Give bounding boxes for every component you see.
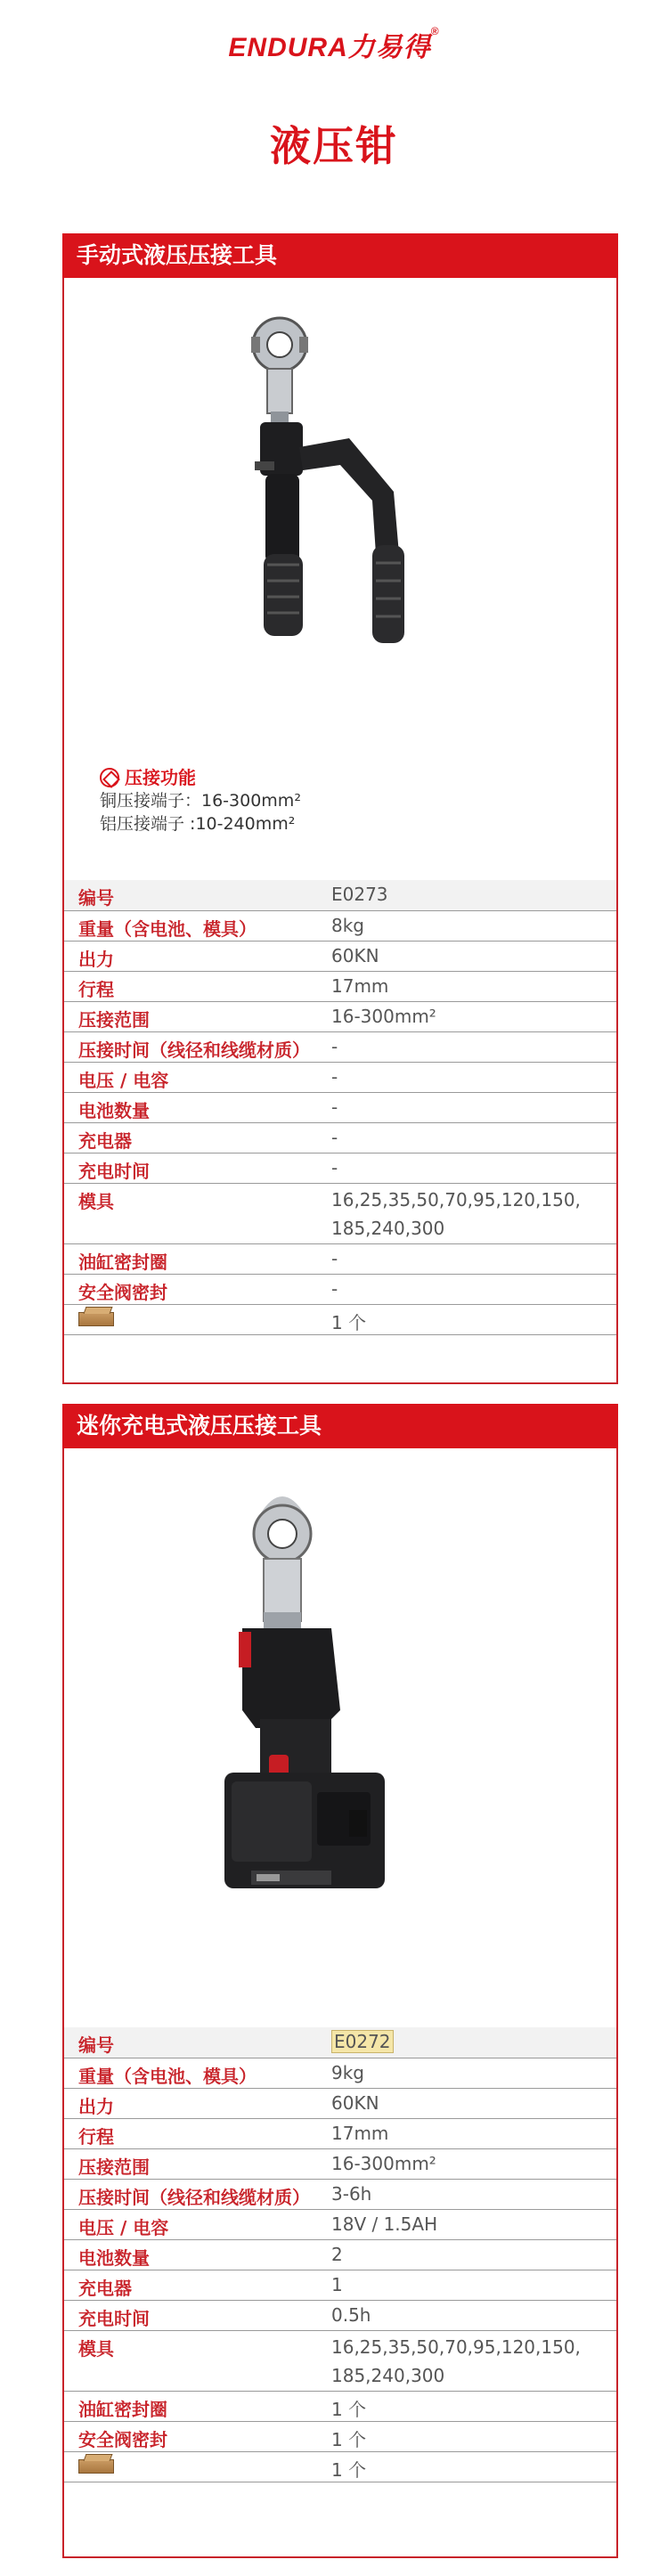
spec-key-icon-cell bbox=[64, 1304, 331, 1334]
spec-key: 重量（含电池、模具） bbox=[64, 910, 331, 941]
spec-row bbox=[64, 2330, 616, 2391]
spec-value: - bbox=[331, 1153, 616, 1183]
spec-value: 60KN bbox=[331, 2088, 616, 2118]
spec-value: E0272 bbox=[331, 2027, 616, 2058]
spec-key: 电池数量 bbox=[64, 1092, 331, 1122]
spec-row bbox=[64, 2239, 616, 2270]
spec-value: 17mm bbox=[331, 2118, 616, 2148]
spec-value: - bbox=[331, 1092, 616, 1122]
spec-key: 油缸密封圈 bbox=[64, 2391, 331, 2421]
spec-row bbox=[64, 2451, 616, 2482]
feature-line-copper: 铜压接端子：16-300mm² bbox=[100, 791, 301, 811]
crimp-badge-icon bbox=[100, 768, 119, 787]
spec-row bbox=[64, 2209, 616, 2239]
spec-key: 油缸密封圈 bbox=[64, 1243, 331, 1274]
package-box-icon bbox=[78, 1312, 114, 1326]
spec-key: 编号 bbox=[64, 2027, 331, 2058]
spec-key: 充电时间 bbox=[64, 2300, 331, 2330]
spec-value: - bbox=[331, 1243, 616, 1274]
spec-row bbox=[64, 1274, 616, 1304]
spec-key: 充电器 bbox=[64, 2270, 331, 2300]
spec-value: 17mm bbox=[331, 971, 616, 1001]
spec-value: 9kg bbox=[331, 2058, 616, 2088]
spec-key: 重量（含电池、模具） bbox=[64, 2058, 331, 2088]
spec-row bbox=[64, 1062, 616, 1092]
manual-crimper-image bbox=[189, 287, 474, 661]
spec-key: 安全阀密封 bbox=[64, 1274, 331, 1304]
spec-row bbox=[64, 2421, 616, 2451]
spec-key: 行程 bbox=[64, 971, 331, 1001]
spec-key: 电压 / 电容 bbox=[64, 2209, 331, 2239]
spec-value: 3-6h bbox=[331, 2179, 616, 2209]
spec-key: 压接范围 bbox=[64, 2148, 331, 2179]
spec-key: 编号 bbox=[64, 880, 331, 910]
spec-row bbox=[64, 941, 616, 971]
spec-row bbox=[64, 2179, 616, 2209]
spec-value: - bbox=[331, 1062, 616, 1092]
page-title: 液压钳 bbox=[270, 122, 398, 170]
cordless-crimper-image bbox=[207, 1479, 474, 1915]
spec-row bbox=[64, 2270, 616, 2300]
spec-key: 模具 bbox=[64, 1183, 331, 1243]
spec-row bbox=[64, 2058, 616, 2088]
spec-value: 16-300mm² bbox=[331, 2148, 616, 2179]
product-card-manual bbox=[62, 233, 618, 1384]
spec-key: 模具 bbox=[64, 2330, 331, 2391]
spec-row bbox=[64, 880, 616, 910]
product-title: 迷你充电式液压压接工具 bbox=[62, 1404, 618, 1448]
spec-value: 1 个 bbox=[331, 2421, 616, 2451]
spec-value: 8kg bbox=[331, 910, 616, 941]
crimp-feature-block bbox=[100, 766, 301, 836]
spec-table bbox=[64, 880, 616, 1335]
spec-row bbox=[64, 1243, 616, 1274]
spec-value: 18V / 1.5AH bbox=[331, 2209, 616, 2239]
spec-key: 电压 / 电容 bbox=[64, 1062, 331, 1092]
spec-row bbox=[64, 910, 616, 941]
spec-value: 1 个 bbox=[331, 1304, 616, 1334]
spec-key: 压接时间（线径和线缆材质） bbox=[64, 1031, 331, 1062]
brand-header bbox=[0, 25, 668, 64]
product-card-mini-cordless bbox=[62, 1404, 618, 2558]
spec-value: 1 个 bbox=[331, 2391, 616, 2421]
spec-value: 16-300mm² bbox=[331, 1001, 616, 1031]
feature-heading-label: 压接功能 bbox=[125, 767, 196, 788]
spec-value: E0273 bbox=[331, 880, 616, 910]
spec-key: 压接范围 bbox=[64, 1001, 331, 1031]
spec-row bbox=[64, 1304, 616, 1334]
spec-row bbox=[64, 2391, 616, 2421]
spec-key: 充电时间 bbox=[64, 1153, 331, 1183]
spec-value: 16,25,35,50,70,95,120,150, 185,240,300 bbox=[331, 2330, 616, 2391]
feature-heading bbox=[100, 766, 301, 789]
spec-key: 出力 bbox=[64, 2088, 331, 2118]
spec-value: - bbox=[331, 1031, 616, 1062]
spec-row bbox=[64, 1122, 616, 1153]
spec-value: 2 bbox=[331, 2239, 616, 2270]
product-title: 手动式液压压接工具 bbox=[62, 233, 618, 278]
spec-row bbox=[64, 1031, 616, 1062]
spec-row bbox=[64, 1153, 616, 1183]
package-box-icon bbox=[78, 2459, 114, 2474]
brand-logo: ENDURA力易得® bbox=[228, 25, 440, 62]
spec-table bbox=[64, 2027, 616, 2482]
spec-value: 1 个 bbox=[331, 2451, 616, 2482]
spec-row bbox=[64, 1092, 616, 1122]
spec-key: 行程 bbox=[64, 2118, 331, 2148]
spec-key: 压接时间（线径和线缆材质） bbox=[64, 2179, 331, 2209]
spec-value: 60KN bbox=[331, 941, 616, 971]
spec-key: 安全阀密封 bbox=[64, 2421, 331, 2451]
spec-value: - bbox=[331, 1274, 616, 1304]
spec-key: 充电器 bbox=[64, 1122, 331, 1153]
spec-row bbox=[64, 2300, 616, 2330]
spec-row bbox=[64, 971, 616, 1001]
feature-line-aluminum: 铝压接端子 :10-240mm² bbox=[100, 814, 296, 834]
spec-row bbox=[64, 2118, 616, 2148]
spec-value: 1 bbox=[331, 2270, 616, 2300]
spec-row bbox=[64, 2027, 616, 2058]
spec-key: 出力 bbox=[64, 941, 331, 971]
spec-key-icon-cell bbox=[64, 2451, 331, 2482]
spec-row bbox=[64, 2088, 616, 2118]
spec-row bbox=[64, 1183, 616, 1243]
spec-row bbox=[64, 2148, 616, 2179]
spec-value: 16,25,35,50,70,95,120,150, 185,240,300 bbox=[331, 1183, 616, 1243]
spec-value: - bbox=[331, 1122, 616, 1153]
spec-row bbox=[64, 1001, 616, 1031]
spec-value: 0.5h bbox=[331, 2300, 616, 2330]
spec-key: 电池数量 bbox=[64, 2239, 331, 2270]
